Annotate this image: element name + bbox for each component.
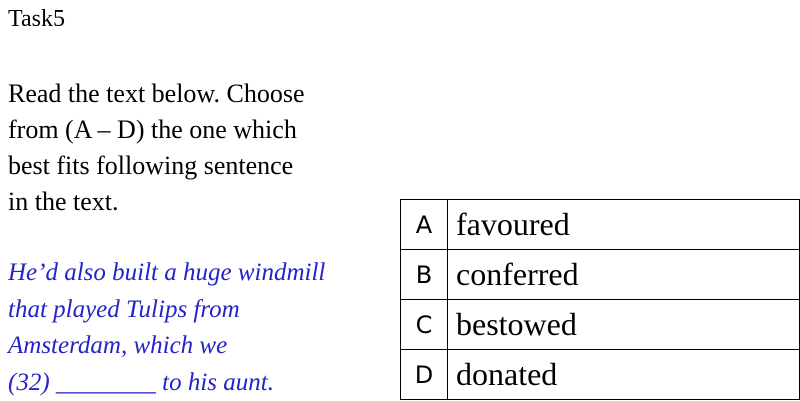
option-row-d[interactable] <box>401 350 800 400</box>
option-letter: B <box>401 250 448 300</box>
sentence-line: Amsterdam, which we <box>8 328 325 365</box>
option-text: donated <box>448 350 800 400</box>
option-letter: A <box>401 200 448 250</box>
gap-sentence <box>8 255 325 401</box>
option-letter: D <box>401 350 448 400</box>
instruction-line: from (A – D) the one which <box>8 112 305 148</box>
option-text: bestowed <box>448 300 800 350</box>
sentence-line: (32) ________ to his aunt. <box>8 365 325 401</box>
sentence-line: He’d also built a huge windmill <box>8 255 325 292</box>
instruction-line: Read the text below. Choose <box>8 76 305 112</box>
option-letter: C <box>401 300 448 350</box>
instruction-text <box>8 76 305 220</box>
instruction-line: best fits following sentence <box>8 148 305 184</box>
instruction-line: in the text. <box>8 184 305 220</box>
sentence-line: that played Tulips from <box>8 292 325 329</box>
option-row-c[interactable] <box>401 300 800 350</box>
option-row-a[interactable] <box>401 200 800 250</box>
options-table <box>400 199 800 400</box>
option-text: favoured <box>448 200 800 250</box>
task-title: Task5 <box>8 6 65 33</box>
option-row-b[interactable] <box>401 250 800 300</box>
option-text: conferred <box>448 250 800 300</box>
